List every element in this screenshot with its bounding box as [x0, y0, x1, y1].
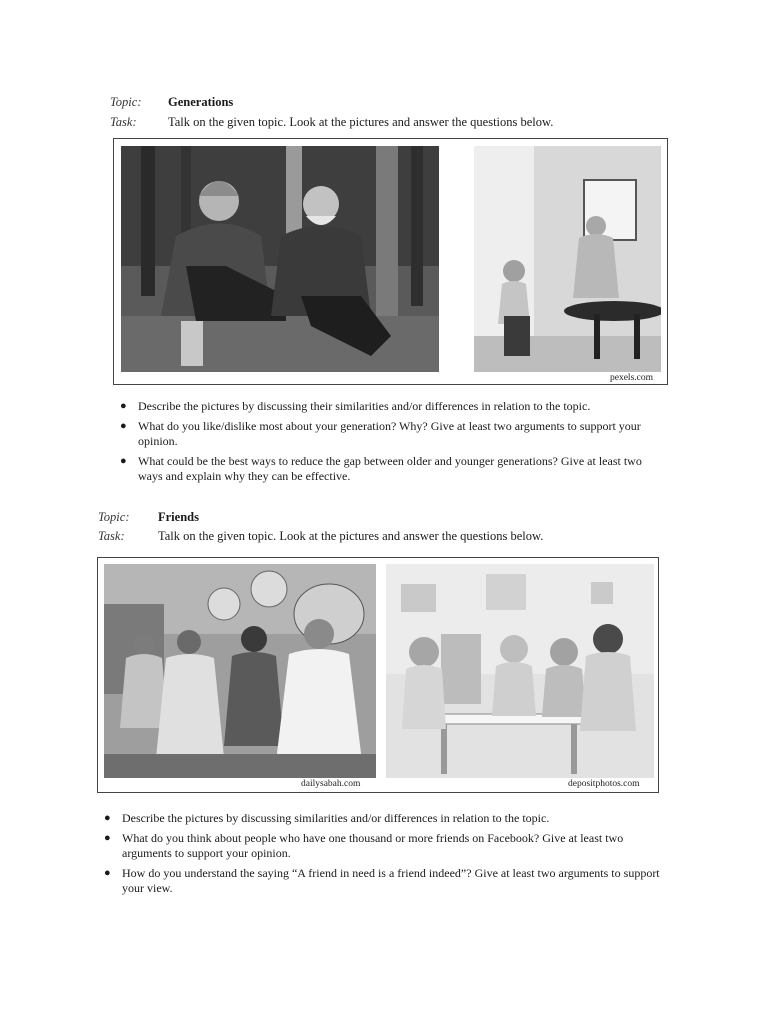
- list-item: [100, 831, 662, 861]
- task-text: Talk on the given topic. Look at the pictures and answer the questions below.: [168, 115, 554, 129]
- list-item: [100, 866, 662, 896]
- question-list: [100, 811, 662, 901]
- task-text: Talk on the given topic. Look at the pictures and answer the questions below.: [158, 529, 544, 543]
- list-item: [100, 811, 662, 826]
- photo-frame: [97, 557, 659, 793]
- question-text: What could be the best ways to reduce the gap between older and younger generations? Give at least two ways and explain why they can be effective.: [138, 454, 642, 483]
- photo-credit: pexels.com: [610, 373, 654, 383]
- bullet-icon: ●: [104, 867, 111, 879]
- topic-label: Topic:: [110, 95, 142, 109]
- bullet-icon: ●: [120, 420, 127, 432]
- question-text: How do you understand the saying “A friend in need is a friend indeed”? Give at least two arguments to support your view.: [122, 866, 660, 895]
- elderly-woman-child-dining-photo: [474, 146, 661, 372]
- bullet-icon: ●: [120, 400, 127, 412]
- task-label: Task:: [110, 115, 137, 129]
- forest-grandfather-grandson-photo: [121, 146, 439, 372]
- bullet-icon: ●: [104, 812, 111, 824]
- question-text: What do you think about people who have one thousand or more friends on Facebook? Give at least two arguments to support your opinion.: [122, 831, 624, 860]
- bullet-icon: ●: [104, 832, 111, 844]
- bullet-icon: ●: [120, 455, 127, 467]
- question-text: Describe the pictures by discussing their similarities and/or differences in relation to the topic.: [138, 399, 591, 413]
- list-item: [116, 399, 666, 414]
- topic-title: Generations: [168, 95, 234, 109]
- topic-label: Topic:: [98, 510, 130, 524]
- question-text: What do you like/dislike most about your generation? Why? Give at least two arguments to support your opinion.: [138, 419, 641, 448]
- list-item: [116, 454, 666, 484]
- women-beauty-salon-photo: [104, 564, 376, 778]
- children-at-table-photo: [386, 564, 654, 778]
- photo-frame: [113, 138, 668, 385]
- photo-credit: depositphotos.com: [568, 779, 640, 789]
- question-list: [116, 399, 666, 489]
- question-text: Describe the pictures by discussing similarities and/or differences in relation to the topic.: [122, 811, 550, 825]
- task-label: Task:: [98, 529, 125, 543]
- list-item: [116, 419, 666, 449]
- photo-credit: dailysabah.com: [301, 779, 361, 789]
- topic-title: Friends: [158, 510, 199, 524]
